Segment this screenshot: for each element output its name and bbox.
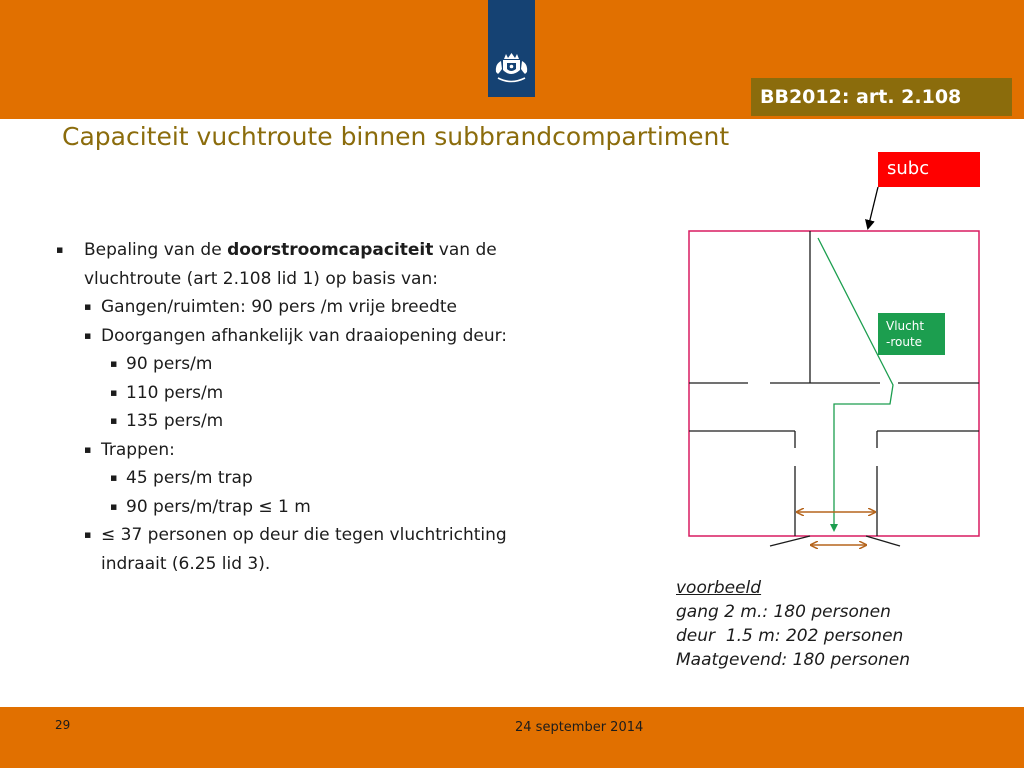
bullet-item: ▪ ≤ 37 personen op deur die tegen vluchtrichting <box>56 521 616 550</box>
bullet-continuation: vluchtroute (art 2.108 lid 1) op basis van: <box>84 268 438 289</box>
bullet-marker: ▪ <box>56 243 64 256</box>
bullet-item: ▪ 110 pers/m <box>56 379 616 408</box>
bullet-item: ▪ 135 pers/m <box>56 407 616 436</box>
bullet-marker: ▪ <box>110 385 118 399</box>
example-block <box>676 576 910 672</box>
bullet-marker: ▪ <box>84 300 92 313</box>
example-line: gang 2 m.: 180 personen <box>676 602 891 622</box>
example-line: deur 1.5 m: 202 personen <box>676 626 904 646</box>
keyword-doorstroomcapaciteit: doorstroomcapaciteit <box>227 240 434 260</box>
bullet-item: ▪ Gangen/ruimten: 90 pers /m vrije breedte <box>56 293 616 322</box>
escape-route-line <box>818 238 893 530</box>
example-line: Maatgevend: 180 personen <box>676 650 910 670</box>
subc-label-box <box>878 152 980 187</box>
bullet-item: ▪ 90 pers/m <box>56 350 616 379</box>
door-leaf-left <box>770 536 810 546</box>
bullet-marker: ▪ <box>110 499 118 513</box>
bullet-marker: ▪ <box>84 442 92 456</box>
bullet-marker: ▪ <box>110 414 118 427</box>
bullet-marker: ▪ <box>84 328 92 342</box>
bullet-list <box>56 236 616 578</box>
header-bar <box>0 0 1024 119</box>
bullet-item: ▪ Bepaling van de doorstroomcapaciteit van de <box>56 236 616 265</box>
article-label: BB2012: art. 2.108 <box>760 86 962 108</box>
bullet-item: ▪ 90 pers/m/trap ≤ 1 m <box>56 493 616 522</box>
bullet-item: ▪ Trappen: <box>56 436 616 465</box>
vluchtroute-label-box <box>878 313 945 355</box>
slide-title: Capaciteit vuchtroute binnen subbrandcompartiment <box>62 122 730 151</box>
article-badge <box>751 78 1012 116</box>
bullet-item: ▪ Doorgangen afhankelijk van draaiopening deur: <box>56 322 616 351</box>
subc-label: subc <box>887 158 930 179</box>
logo <box>488 0 535 97</box>
footer-bar <box>0 707 1024 768</box>
bullet-item: ▪ 45 pers/m trap <box>56 464 616 493</box>
bullet-marker: ▪ <box>84 528 92 541</box>
bullet-marker: ▪ <box>110 357 118 370</box>
page-number: 29 <box>55 718 71 732</box>
vluchtroute-label: Vlucht -route <box>886 319 925 349</box>
example-heading: voorbeeld <box>676 578 762 598</box>
subc-pointer-arrow <box>868 187 878 228</box>
bullet-continuation: indraait (6.25 lid 3). <box>101 553 271 574</box>
footer-date: 24 september 2014 <box>515 720 644 735</box>
door-leaf-right <box>866 536 900 546</box>
floorplan-diagram <box>680 150 990 560</box>
bullet-marker: ▪ <box>110 471 118 484</box>
